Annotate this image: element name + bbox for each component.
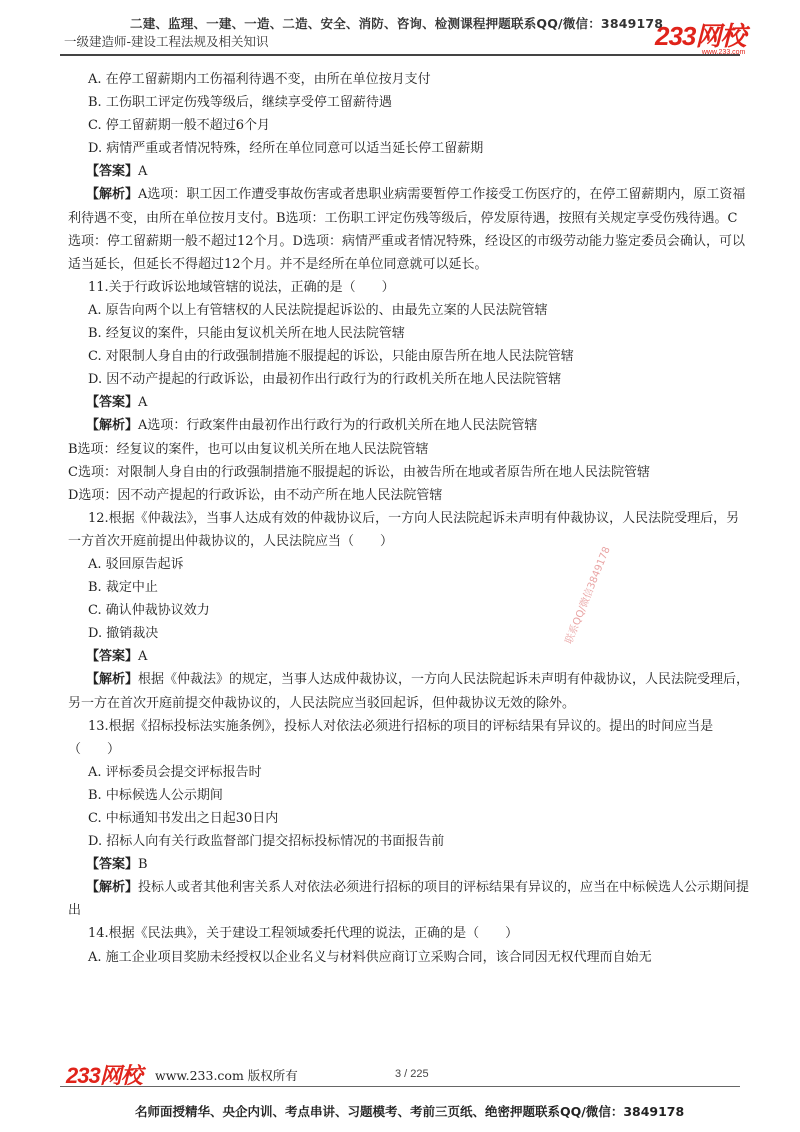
analysis-paragraph [68, 876, 750, 922]
question-stem: 11.关于行政诉讼地域管辖的说法，正确的是（ ） [88, 279, 395, 295]
analysis-text: 投标人或者其他利害关系人对依法必须进行招标的项目的评标结果有异议的，应当在中标候选人公示期间提出 [68, 880, 750, 919]
answer-line [68, 853, 750, 876]
option-line: A. 评标委员会提交评标报告时 [88, 764, 262, 780]
option-line: D. 因不动产提起的行政诉讼，由最初作出行政行为的行政机关所在地人民法院管辖 [88, 372, 562, 388]
option-line: C. 对限制人身自由的行政强制措施不服提起的诉讼，只能由原告所在地人民法院管辖 [88, 349, 574, 365]
answer-label: 【答案】 [86, 164, 139, 180]
question-stem: 12.根据《仲裁法》，当事人达成有效的仲裁协议后，一方向人民法院起诉未声明有仲裁协议，人民法院受理后，另一方首次开庭前提出仲裁协议的，人民法院应当（ ） [68, 510, 740, 549]
option-line: B. 工伤职工评定伤残等级后，继续享受停工留薪待遇 [88, 95, 392, 111]
analysis-text: 根据《仲裁法》的规定，当事人达成仲裁协议，一方向人民法院起诉未声明有仲裁协议，人民法院受理后，另一方在首次开庭前提交仲裁协议的，人民法院应当驳回起诉，但仲裁协议无效的除外。 [68, 672, 750, 711]
option-line: D. 病情严重或者情况特殊，经所在单位同意可以适当延长停工留薪期 [88, 141, 484, 157]
analysis-label: 【解析】 [86, 187, 139, 203]
option-line: D. 撤销裁决 [88, 626, 159, 642]
footer-divider [60, 1086, 740, 1087]
analysis-paragraph [68, 183, 750, 275]
analysis-text: A选项：职工因工作遭受事故伤害或者患职业病需要暂停工作接受工伤医疗的，在停工留薪期内，原工资福利待遇不变，由所在单位按月支付。B选项：工伤职工评定伤残等级后，停发原待遇，按照有关规定享受伤残待遇。C选项：停工留薪期一般不超过12个月。D选项：病情严重或者情况特殊，经设区的市级劳动能力鉴定委员会确认，可以适当延长，但延长不得超过12个月。并不是经所在单位同意就可以延长。 [68, 187, 746, 272]
option-line: C. 停工留薪期一般不超过6个月 [88, 118, 271, 134]
option-line: B. 中标候选人公示期间 [88, 787, 223, 803]
analysis-label: 【解析】 [86, 880, 139, 896]
option-line: D. 招标人向有关行政监督部门提交招标投标情况的书面报告前 [88, 834, 445, 850]
header-logo-text: 233网校 [655, 21, 746, 51]
option-line: A. 原告向两个以上有管辖权的人民法院提起诉讼的、由最先立案的人民法院管辖 [88, 302, 548, 318]
option-line: B. 裁定中止 [88, 580, 158, 596]
option-line: C. 确认仲裁协议效力 [88, 603, 210, 619]
header-logo-url: www.233.com [701, 49, 746, 56]
question-stem: 13.根据《招标投标法实施条例》，投标人对依法必须进行招标的项目的评标结果有异议的。提出的时间应当是（ ） [68, 718, 714, 757]
analysis-line: C选项：对限制人身自由的行政强制措施不服提起的诉讼，由被告所在地或者原告所在地人民法院管辖 [68, 464, 650, 480]
answer-label: 【答案】 [86, 649, 139, 665]
footer-copyright: www.233.com 版权所有 [155, 1068, 298, 1083]
option-line: B. 经复议的案件，只能由复议机关所在地人民法院管辖 [88, 326, 405, 342]
analysis-paragraph [68, 668, 750, 714]
option-line: A. 在停工留薪期内工伤福利待遇不变，由所在单位按月支付 [88, 72, 431, 87]
analysis-text: A选项：行政案件由最初作出行政行为的行政机关所在地人民法院管辖 [138, 418, 538, 434]
header-divider [60, 54, 740, 56]
answer-line [68, 645, 750, 668]
watermark: 联系QQ/微信3849178 [563, 545, 613, 646]
answer-value: A [138, 395, 148, 411]
option-line: A. 驳回原告起诉 [88, 556, 184, 572]
option-line: A. 施工企业项目奖励未经授权以企业名义与材料供应商订立采购合同，该合同因无权代理而自始无 [88, 949, 652, 965]
footer-logo: 233网校 [66, 1063, 142, 1088]
analysis-label: 【解析】 [86, 418, 139, 434]
header-logo [655, 16, 745, 56]
answer-value: A [138, 649, 148, 665]
analysis-line [68, 414, 750, 437]
answer-line [68, 160, 750, 183]
answer-value: A [138, 164, 148, 180]
answer-value: B [138, 857, 148, 873]
analysis-label: 【解析】 [86, 672, 139, 688]
footer-bottom-line: 名师面授精华、央企内训、考点串讲、习题模考、考前三页纸、绝密押题联系QQ/微信：3849178 [135, 1104, 685, 1119]
page-number: 3 / 225 [395, 1068, 429, 1080]
analysis-line: D选项：因不动产提起的行政诉讼，由不动产所在地人民法院管辖 [68, 487, 443, 503]
answer-label: 【答案】 [86, 395, 139, 411]
option-line: C. 中标通知书发出之日起30日内 [88, 811, 279, 826]
question-stem: 14.根据《民法典》，关于建设工程领域委托代理的说法，正确的是（ ） [88, 926, 519, 942]
header-top-line: 二建、监理、一建、一造、二造、安全、消防、咨询、检测课程押题联系QQ/微信：3849178 [130, 16, 664, 31]
answer-label: 【答案】 [86, 857, 139, 873]
document-body [68, 68, 750, 969]
header-subtitle: 一级建造师-建设工程法规及相关知识 [64, 34, 269, 49]
analysis-line: B选项：经复议的案件，也可以由复议机关所在地人民法院管辖 [68, 441, 429, 457]
answer-line [68, 391, 750, 414]
